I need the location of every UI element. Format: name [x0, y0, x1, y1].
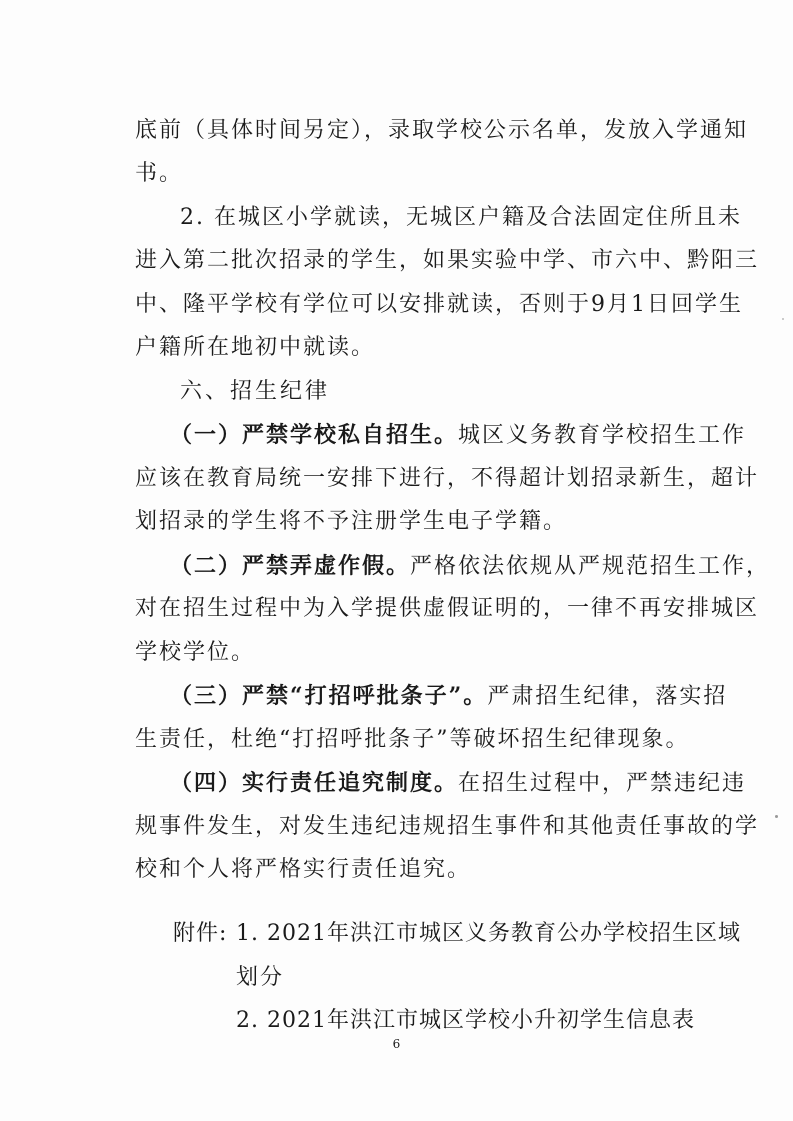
para2-line2: 进入第二批次招录的学生，如果实验中学、市六中、黔阳三 [135, 248, 760, 273]
item2-line3: 学校学位。 [135, 640, 256, 665]
attachment-label: 附件: [173, 921, 228, 946]
item3-bold-lead: （三）严禁“打招呼批条子”。 [170, 683, 488, 709]
item1-bold-lead: （一）严禁学校私自招生。 [170, 422, 459, 448]
para2-line4: 户籍所在地初中就读。 [135, 335, 376, 360]
scan-speck [782, 318, 784, 320]
attachment-1-line1: 1. 2021年洪江市城区义务教育公办学校招生区域 [236, 921, 741, 946]
page-number: 6 [392, 1037, 401, 1051]
item4-line3: 校和个人将严格实行责任追究。 [135, 857, 472, 882]
para2-line1: 2. 在城区小学就读，无城区户籍及合法固定住所且未 [180, 205, 742, 230]
section-heading: 六、招生纪律 [180, 379, 331, 404]
item4-line2: 规事件发生，对发生违纪违规招生事件和其他责任事故的学 [135, 814, 760, 839]
item3-line1 [170, 682, 727, 711]
item3-line1-rest: 严肃招生纪律，落实招 [487, 684, 728, 709]
para1-line1: 底前（具体时间另定），录取学校公示名单，发放入学通知 [135, 118, 749, 143]
item3-line2: 生责任，杜绝“打招呼批条子”等破坏招生纪律现象。 [135, 727, 690, 752]
para1-line2: 书。 [135, 161, 184, 186]
item1-line1-rest: 城区义务教育学校招生工作 [458, 423, 747, 448]
item4-bold-lead: （四）实行责任追究制度。 [170, 770, 459, 796]
attachment-1-line2: 划分 [236, 965, 285, 990]
item1-line2: 应该在教育局统一安排下进行，不得超计划招录新生，超计 [135, 466, 760, 491]
item4-line1-rest: 在招生过程中，严禁违纪违 [458, 771, 747, 796]
item2-line1-rest: 严格依法依规从严规范招生工作， [410, 554, 771, 579]
item4-line1 [170, 769, 746, 798]
item2-line2: 对在招生过程中为入学提供虚假证明的，一律不再安排城区 [135, 596, 760, 621]
attachment-2: 2. 2021年洪江市城区学校小升初学生信息表 [236, 1008, 695, 1033]
scan-speck [775, 815, 778, 818]
item1-line1 [170, 421, 746, 450]
item2-line1 [170, 552, 770, 581]
item1-line3: 划招录的学生将不予注册学生电子学籍。 [135, 509, 568, 534]
para2-line3: 中、隆平学校有学位可以安排就读，否则于9月1日回学生 [135, 292, 743, 317]
item2-bold-lead: （二）严禁弄虚作假。 [170, 553, 411, 579]
